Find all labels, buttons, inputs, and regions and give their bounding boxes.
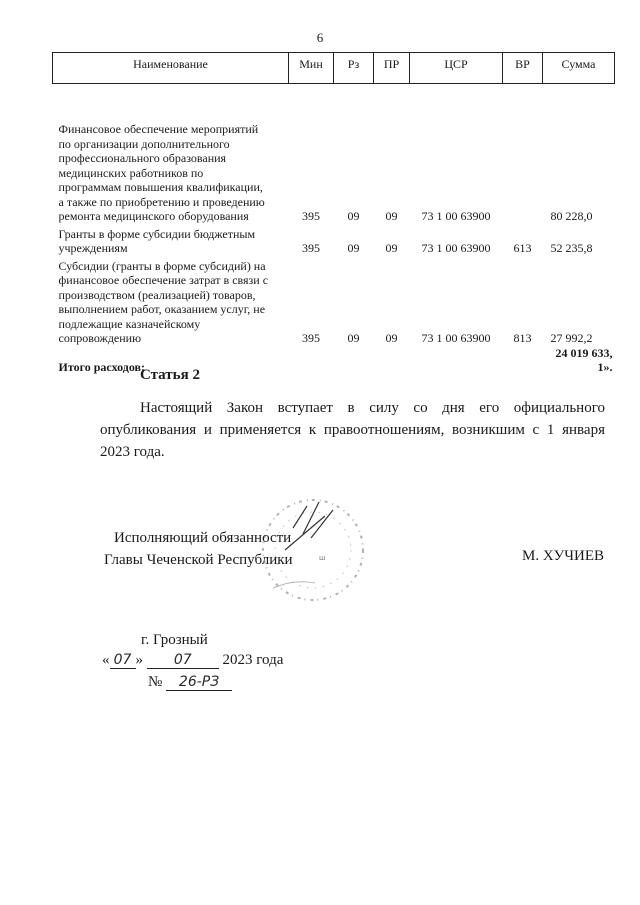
row-csr: 73 1 00 63900 <box>421 241 491 255</box>
header-name: Наименование <box>53 53 289 84</box>
row-min: 395 <box>302 331 320 345</box>
row-min: 395 <box>302 209 320 223</box>
svg-text:ш: ш <box>319 554 326 562</box>
date-month: 07 <box>147 652 219 669</box>
article-title: Статья 2 <box>140 367 200 383</box>
table-row <box>53 122 615 224</box>
row-vr <box>503 122 543 224</box>
total-row <box>53 346 615 375</box>
table-header-row <box>53 53 615 84</box>
table-row <box>53 227 615 256</box>
row-name: Субсидии (гранты в форме субсидий) на финансовое обеспечение затрат в связи с производством (реализацией) товаров, выполнением работ, оказанием услуг, не подлежащие казначейскому сопровождению <box>58 258 269 345</box>
row-csr: 73 1 00 63900 <box>421 209 491 223</box>
row-pr: 09 <box>385 209 398 223</box>
row-csr: 73 1 00 63900 <box>421 331 491 345</box>
row-vr: 613 <box>513 241 532 255</box>
article-text: Настоящий Закон вступает в силу со дня его официального опубликования и применяется к правоотношениям, возникшим с 1 января 2023 года. <box>100 400 605 460</box>
signatory-name: М. ХУЧИЕВ <box>522 548 605 564</box>
signatory-title-line1: Исполняющий обязанности <box>114 530 292 546</box>
row-rz: 09 <box>347 209 360 223</box>
place: г. Грозный <box>141 632 208 648</box>
row-pr: 09 <box>385 241 398 255</box>
row-name: Финансовое обеспечение мероприятий по организации дополнительного профессионального образования медицинских работников по программам повышения квалификации, а также по приобретению и проведению ремонта медицинского оборудования <box>58 122 265 223</box>
signatory-title-line2: Главы Чеченской Республики <box>104 552 293 568</box>
header-sum: Сумма <box>543 53 615 84</box>
row-min: 395 <box>302 241 320 255</box>
header-pr: ПР <box>374 53 410 84</box>
date-day: 07 <box>110 652 136 669</box>
row-vr: 813 <box>513 331 532 345</box>
row-sum: 27 992,2 <box>550 331 593 345</box>
document-date: « 07 » 07 2023 года <box>102 652 284 668</box>
document-number: № 26-РЗ <box>148 674 232 691</box>
row-rz: 09 <box>347 241 360 255</box>
row-pr: 09 <box>385 331 398 345</box>
budget-table <box>52 52 615 375</box>
page-number: 6 <box>316 30 324 45</box>
document-number-value: 26-РЗ <box>166 674 232 691</box>
header-min: Мин <box>289 53 334 84</box>
total-value: 24 019 633, 1». <box>555 345 613 374</box>
row-rz: 09 <box>347 331 360 345</box>
row-name: Гранты в форме субсидии бюджетным учреждениям <box>58 226 256 255</box>
total-label: Итого расходов: <box>58 360 146 374</box>
date-year: 2023 года <box>222 652 284 668</box>
signatory-title <box>104 527 293 571</box>
row-sum: 52 235,8 <box>550 241 593 255</box>
header-vr: ВР <box>503 53 543 84</box>
row-sum: 80 228,0 <box>550 209 593 223</box>
header-rz: Рз <box>334 53 374 84</box>
table-row <box>53 259 615 346</box>
header-csr: ЦСР <box>410 53 503 84</box>
